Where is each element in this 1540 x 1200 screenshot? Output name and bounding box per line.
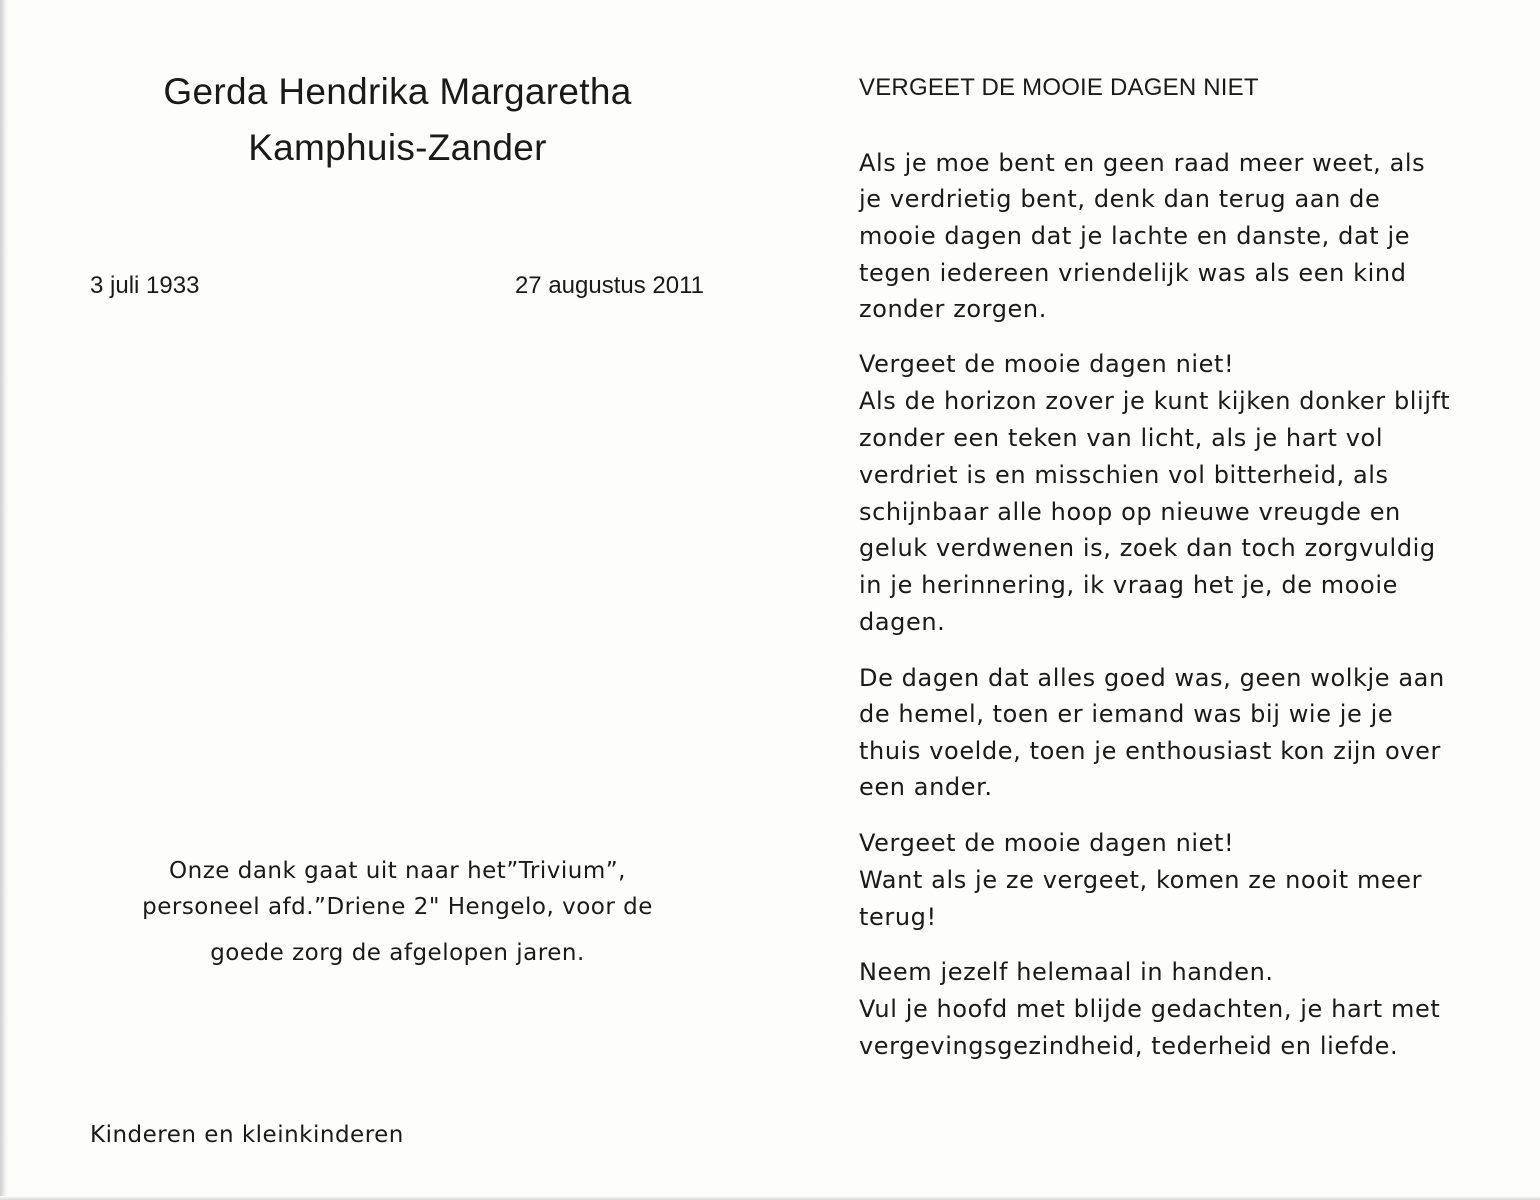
thanks-line: Onze dank gaat uit naar het”Trivium”, — [169, 858, 626, 884]
poem-line: Vergeet de mooie dagen niet! — [859, 829, 1235, 857]
poem-line: dagen. — [859, 608, 946, 636]
thanks-line: goede zorg de afgelopen jaren. — [210, 940, 585, 966]
poem-line: Vergeet de mooie dagen niet! — [859, 350, 1235, 378]
card-bottom-edge-shadow — [0, 1196, 1540, 1200]
poem-line: De dagen dat alles goed was, geen wolkje aan — [859, 664, 1445, 692]
poem-line: verdriet is en misschien vol bitterheid, als — [859, 461, 1389, 489]
death-date: 27 augustus 2011 — [514, 272, 704, 299]
birth-date: 3 juli 1933 — [90, 272, 200, 299]
poem-line: mooie dagen dat je lachte en danste, dat je — [859, 222, 1411, 250]
poem-line: je verdrietig bent, denk dan terug aan de — [859, 185, 1381, 213]
poem-line: een ander. — [859, 773, 993, 801]
poem-line: geluk verdwenen is, zoek dan toch zorgvuldig — [859, 534, 1436, 562]
poem-line: Want als je ze vergeet, komen ze nooit meer — [859, 866, 1423, 894]
poem-line: schijnbaar alle hoop op nieuwe vreugde en — [859, 498, 1401, 526]
poem-title: VERGEET DE MOOIE DAGEN NIET — [859, 74, 1259, 101]
poem-line: thuis voelde, toen je enthousiast kon zijn over — [859, 737, 1441, 765]
poem-line: Neem jezelf helemaal in handen. — [859, 958, 1274, 986]
deceased-name-surname: Kamphuis-Zander — [248, 127, 547, 168]
poem-line: Als je moe bent en geen raad meer weet, als — [859, 149, 1426, 177]
card-left-edge-shadow — [0, 0, 8, 1200]
poem-line: terug! — [859, 903, 937, 931]
poem-line: vergevingsgezindheid, tederheid en liefde. — [859, 1032, 1399, 1060]
poem-line: zonder zorgen. — [859, 295, 1047, 323]
poem-line: Vul je hoofd met blijde gedachten, je hart met — [859, 995, 1441, 1023]
signature: Kinderen en kleinkinderen — [90, 1122, 404, 1148]
poem-line: tegen iedereen vriendelijk was als een kind — [859, 259, 1407, 287]
poem-line: in je herinnering, ik vraag het je, de mooie — [859, 571, 1398, 599]
deceased-name-first: Gerda Hendrika Margaretha — [163, 71, 632, 112]
poem-line: zonder een teken van licht, als je hart vol — [859, 424, 1384, 452]
poem-line: de hemel, toen er iemand was bij wie je je — [859, 700, 1394, 728]
poem-line: Als de horizon zover je kunt kijken donker blijft — [859, 387, 1451, 415]
thanks-line: personeel afd.”Driene 2" Hengelo, voor de — [142, 894, 653, 920]
